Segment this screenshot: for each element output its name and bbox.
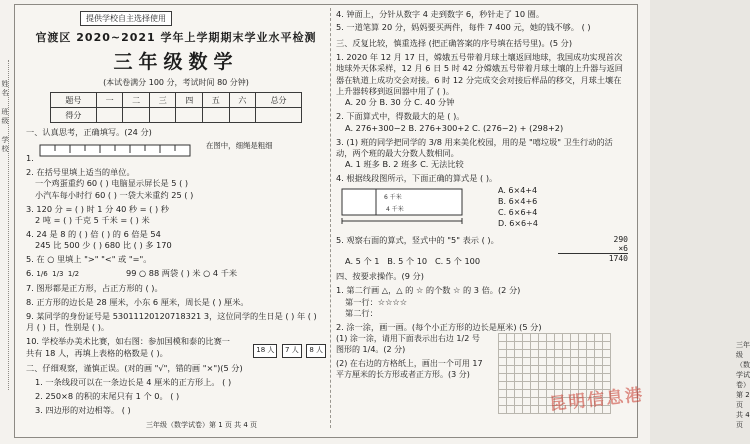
q8-text: 正方形的边长是 28 厘米，小东 6 厘米，周长是 ( ) 厘米。 (36, 296, 249, 307)
section-3-item-3 (336, 137, 628, 160)
s3-q3-text: (1) 班的同学把同学的 3/8 用来美化校园，用的是 "嘻垃圾" 卫生行动的活动，两个班的最大分数人数相同。 (336, 136, 613, 158)
score-row-label: 得分 (51, 108, 97, 123)
exam-title: 三年级数学 (113, 51, 239, 73)
section-1-title: 一、认真思考，正确填写。(24 分) (26, 127, 152, 137)
s3-q1-text: 2020 年 12 月 17 日，嫦娥五号带着月球土壤返回地球，我国成功实现首次地球外天体采样，12 月 6 日 5 时 42 分嫦娥五号带着月球土壤的上升器与返回器在轨道上成功交会对接。6 时 12 分完成交会对接后样品的移交，月球土壤在上升器转移到返回器中用了 ( )。 (336, 51, 623, 96)
score-header-6: 六 (229, 93, 256, 108)
binding-label-class: 班级 (1, 108, 9, 126)
s3-q2-text: 下面算式中，得数最大的是 ( )。 (346, 111, 465, 122)
question-4-line-2: 245 比 500 少 ( ) 680 比 ( ) 多 170 (35, 240, 172, 251)
section-2-item-1: 1. 一条线段可以在一条边长是 4 厘米的正方形上。 ( ) (35, 376, 232, 387)
score-header-2: 二 (123, 93, 150, 108)
q10-tag-2: 8 人 (306, 344, 326, 357)
s3-q5-option-c: C. 5 个 100 (434, 256, 481, 266)
q9-text: 某同学的身份证号是 53011120120718321 3，这位同学的生日是 ( ) 年 ( ) 月 ( ) 日，性别是 ( )。 (26, 310, 317, 333)
q2-number: 2. (26, 166, 34, 177)
question-9 (26, 311, 326, 334)
q6-number: 6. (26, 268, 34, 279)
s3-q4-option-a: A. 6×4+4 (498, 185, 538, 195)
question-2-line-1: 一个鸡蛋重约 60 ( ) 电脑显示屏长是 5 ( ) (35, 178, 189, 189)
score-header-1: 一 (96, 93, 123, 108)
column-divider (330, 8, 331, 428)
score-table-row (51, 108, 302, 123)
question-3 (26, 204, 326, 215)
score-header-5: 五 (203, 93, 230, 108)
q7-number: 7. (26, 282, 34, 293)
q5-text: 在 ○ 里填上 ">" "<" 或 "="。 (36, 254, 152, 265)
s3-q4-options (498, 185, 628, 232)
q4-text: 24 是 8 的 ( ) 倍 ( ) 的 6 倍是 54 (36, 228, 161, 239)
section-2-title: 二、仔细观察，谨慎正误。(对的画 "√"，错的画 "×")(5 分) (26, 362, 243, 373)
section-3-item-4: 4. 根据线段图所示，下面正确的算式是 ( )。 (336, 173, 498, 184)
calc-line-1: 290 (613, 234, 628, 244)
calc-line-3: 1740 (608, 253, 628, 263)
section-4-title: 四、按要求操作。(9 分) (336, 271, 424, 282)
q10-text: 学校举办美术比赛，如右图：参加国模和泰的比赛一共有 18 人，再填上表格的格数是 ( )。 (26, 336, 230, 358)
binding-label-name: 姓名 (1, 80, 9, 98)
s4-q1-row2: 第二行： (345, 308, 378, 319)
school-line: 官渡区 2020~2021 学年上学期期末学业水平检测 (35, 31, 317, 44)
s3-q3-number: 3. (336, 136, 344, 147)
s3-q1-options: A. 20 分 B. 30 分 C. 40 分钟 (345, 97, 455, 108)
section-3 (336, 38, 628, 268)
score-cell (256, 108, 302, 123)
binding-labels (0, 70, 16, 370)
s3-q5-options (336, 256, 546, 267)
section-4-item-1: 1. 第二行画 △，△ 的 ☆ 的个数 ☆ 的 3 倍。(2 分) (336, 285, 521, 296)
s3-q5-option-a: A. 5 个 1 (345, 256, 380, 266)
s4-q2a-text: (1) 涂一涂，请用下面表示出右边 1/2 号图形的 1/4。(2 分) (336, 334, 480, 355)
q6-tail: 99 ○ 88 两袋 ( ) 米 ○ 4 千米 (126, 268, 238, 279)
question-10 (26, 336, 326, 359)
question-1 (26, 141, 326, 164)
s4-q2b-text: (2) 在右边的方格纸上，画出一个可用 17 平方厘米的长方形或者正方形。(3 分) (336, 359, 483, 380)
score-table (50, 92, 302, 123)
exam-subtitle: (本试卷满分 100 分，考试时间 80 分钟) (103, 78, 249, 87)
question-2 (26, 167, 326, 178)
q10-tag-1: 7 人 (282, 344, 302, 357)
s3-q4-figure-row (336, 185, 628, 232)
s3-q1-number: 1. (336, 51, 344, 62)
q10-tag-0: 18 人 (253, 344, 277, 357)
q6-fractions: 1/6 1/3 1/2 (36, 270, 80, 279)
svg-text:6 千米: 6 千米 (384, 193, 402, 201)
score-header-7: 总分 (256, 93, 302, 108)
score-cell (123, 108, 150, 123)
s3-q3-options: A. 1 班多 B. 2 班多 C. 无法比较 (345, 159, 464, 170)
q8-number: 8. (26, 296, 34, 307)
score-cell (203, 108, 230, 123)
section-3-item-1 (336, 52, 628, 98)
footer-right: 三年级（数学试卷）第 2 页 共 4 页 (736, 341, 750, 429)
left-column (26, 6, 326, 434)
score-cell (176, 108, 203, 123)
section-2-item-4: 4. 钟面上，分针从数字 4 走到数字 6，秒针走了 10 圈。 (336, 8, 545, 19)
watermark-stamp: 昆明信息港 (548, 385, 646, 415)
section-2-item-3: 3. 四边形的对边相等。 ( ) (35, 404, 131, 415)
score-cell (96, 108, 123, 123)
score-header-0: 题号 (51, 93, 97, 108)
section-3-item-5 (336, 235, 628, 268)
s4-q1-row1: 第一行：☆☆☆☆ (345, 296, 408, 307)
binding-label-school: 学校 (1, 136, 9, 154)
question-7 (26, 283, 326, 294)
s3-q2-options: A. 276+300−2 B. 276+300+2 C. (276−2) + (298+2) (345, 122, 564, 133)
question-4 (26, 229, 326, 240)
s3-q4-option-b: B. 6×4+6 (498, 196, 538, 206)
q3-number: 3. (26, 203, 34, 214)
score-header-4: 四 (176, 93, 203, 108)
s3-q4-option-d: D. 6×6÷4 (498, 218, 538, 228)
svg-text:4 千米: 4 千米 (386, 205, 404, 213)
section-4-item-2: 2. 涂一涂，画一画。(每个小正方形的边长是厘米) (5 分) (336, 322, 542, 333)
q10-number: 10. (26, 336, 40, 347)
q3-text: 120 分 = ( ) 时 1 分 40 秒 = ( ) 秒 (36, 203, 169, 214)
q7-text: 图形都是正方形，占正方形的 ( )。 (36, 282, 163, 293)
question-2-line-2: 小汽车每小时行 60 ( ) 一袋大米重约 25 ( ) (35, 189, 194, 200)
q4-number: 4. (26, 228, 34, 239)
ruler-figure (36, 141, 196, 161)
score-table-header-row (51, 93, 302, 108)
section-3-title: 三、反复比较，慎重选择 (把正确答案的序号填在括号里)。(5 分) (336, 37, 573, 48)
score-cell (149, 108, 176, 123)
segment-diagram (336, 185, 481, 229)
question-3-line-2: 2 吨 = ( ) 千克 5 千米 = ( ) 米 (35, 214, 150, 225)
s3-q5-text: 5. 观察右面的算式，竖式中的 "5" 表示 ( )。 (336, 234, 499, 245)
s3-q5-option-b: B. 5 个 10 (387, 256, 428, 266)
section-2-item-2: 2. 250×8 的积的末尾只有 1 个 0。 ( ) (35, 390, 180, 401)
question-8 (26, 297, 326, 308)
calc-line-2: ×6 (558, 244, 628, 254)
provided-note: 提供学校自主选择使用 (80, 11, 172, 26)
score-cell (229, 108, 256, 123)
q5-number: 5. (26, 254, 34, 265)
section-3-item-2 (336, 111, 628, 122)
s3-q4-option-c: C. 6×6+4 (498, 207, 538, 217)
q2-text: 在括号里填上适当的单位。 (36, 166, 135, 177)
q1-number: 1. (26, 152, 34, 163)
section-2-item-5: 5. 一道笔算 20 分，妈妈要买两件，每件 7 400 元，她的钱不够。 ( ) (336, 22, 591, 33)
score-header-3: 三 (149, 93, 176, 108)
q1-note: 在图中，细绳是粗细 (206, 140, 273, 150)
s3-q5-vertical-calc (558, 235, 628, 268)
section-2 (26, 363, 326, 416)
question-5 (26, 254, 326, 265)
q10-tags (248, 336, 326, 359)
s3-q2-number: 2. (336, 111, 344, 122)
footer-left: 三年级（数学试卷）第 1 页 共 4 页 (146, 421, 258, 429)
section-2-cont (336, 9, 628, 34)
question-6 (26, 268, 326, 280)
q9-number: 9. (26, 310, 34, 321)
right-column (336, 6, 750, 434)
section-1 (26, 127, 326, 359)
